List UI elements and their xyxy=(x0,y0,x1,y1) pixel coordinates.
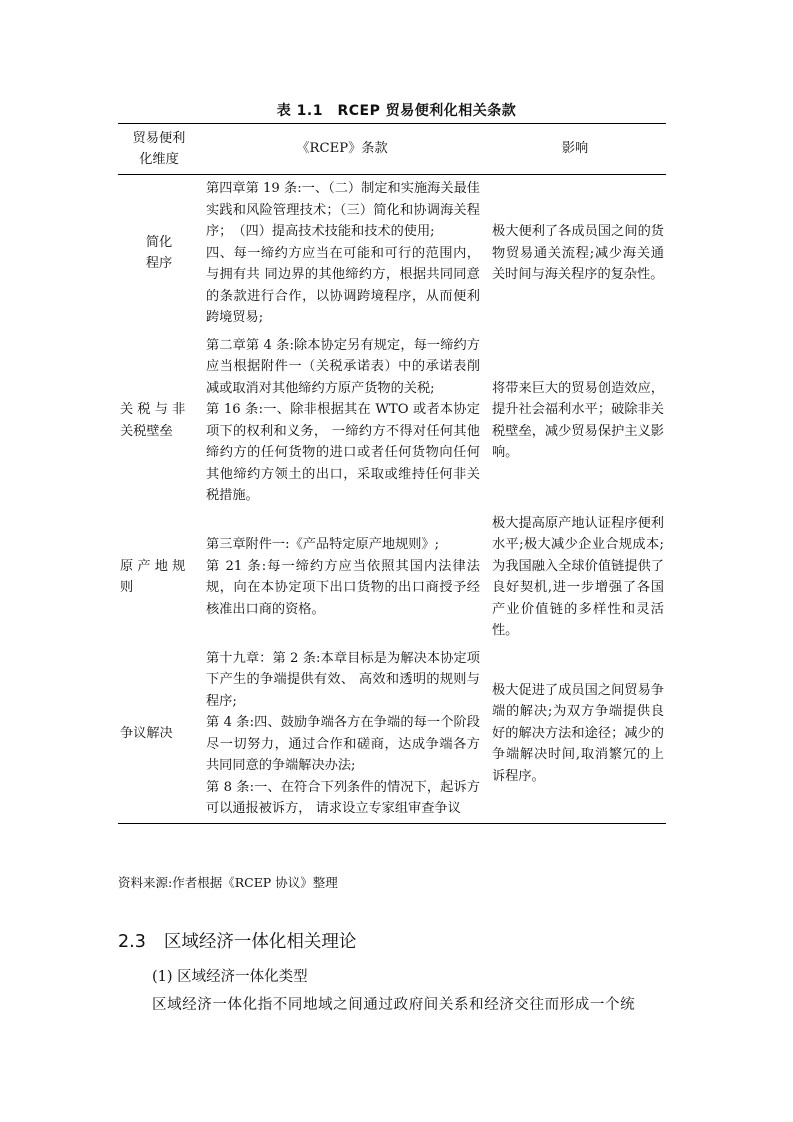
row-clause: 第三章附件一:《产品特定原产地规则》; 第 21 条:每一缔约方应当依照其国内法律法规，向在本协定项下出口货物的出口商授予经核准出口商的资格。 xyxy=(206,537,480,617)
table-row xyxy=(118,645,666,824)
header-impact: 影响 xyxy=(561,141,589,157)
section-title: 区域经济一体化相关理论 xyxy=(163,932,357,952)
rcep-clauses-table xyxy=(118,123,666,824)
row-dimension: 简化 程序 xyxy=(145,234,173,272)
header-dimension: 贸易便利 化维度 xyxy=(132,130,186,167)
row-dimension: 关 税 与 非 关税壁垒 xyxy=(120,402,186,439)
section-heading xyxy=(118,928,356,953)
row-dimension: 原 产 地 规 则 xyxy=(120,558,186,595)
row-clause: 第四章第 19 条:一、（二）制定和实施海关最佳实践和风险管理技术；（三）简化和协调海关程序； （四）提高技术技能和技术的使用; 四、每一缔约方应当在可能和可行的范围内，与拥有共 同边界的其他缔约方，根据共同同意的条款进行合作，以协调跨境程序，从而便利跨境贸易; xyxy=(206,181,480,325)
table-row xyxy=(118,175,666,332)
table-row xyxy=(118,510,666,645)
body-paragraph: 区域经济一体化指不同地域之间通过政府间关系和经济交往而形成一个统 xyxy=(152,997,636,1013)
row-impact: 极大提高原产地认证程序便利水平;极大减少企业合规成本;为我国融入全球价值链提供了良好契机,进一步增强了各国产业价值链的多样性和灵活性。 xyxy=(492,515,664,638)
row-dimension: 争议解决 xyxy=(120,725,173,741)
row-impact: 极大促进了成员国之间贸易争端的解决;为双方争端提供良好的解决方法和途径；减少的争端解决时间,取消繁冗的上诉程序。 xyxy=(492,682,664,784)
table-caption: 表 1.1 RCEP 贸易便利化相关条款 xyxy=(276,103,517,119)
table-source-note: 资料来源:作者根据《RCEP 协议》整理 xyxy=(118,875,338,890)
header-clause: 《RCEP》条款 xyxy=(296,141,388,157)
section-number: 2.3 xyxy=(118,932,146,952)
row-clause: 第二章第 4 条:除本协定另有规定，每一缔约方应当根据附件一（关税承诺表）中的承诺表削减或取消对其他缔约方原产货物的关税; 第 16 条:一、除非根据其在 WTO 或者本协定项下的权利和义务， 一缔约方不得对任何其他缔约方的任何货物的进口或者任何货物向任何其他缔约方领土的出口，采取或维持任何非关 税措施。 xyxy=(206,337,480,503)
row-impact: 将带来巨大的贸易创造效应，提升社会福利水平；破除非关税壁垒，减少贸易保护主义影响。 xyxy=(492,380,664,460)
subheading: (1) 区域经济一体化类型 xyxy=(152,969,308,985)
row-impact: 极大便利了各成员国之间的货物贸易通关流程;减少海关通关时间与海关程序的复杂性。 xyxy=(492,224,664,282)
row-clause: 第十九章：第 2 条:本章目标是为解决本协定项下产生的争端提供有效、 高效和透明的规则与程序; 第 4 条:四、鼓励争端各方在争端的每一个阶段尽一切努力，通过合作和磋商，达成争端各方共同同意的争端解决办法; 第 8 条:一、在符合下列条件的情况下，起诉方可以通报被诉方， 请求设立专家组审查争议 xyxy=(206,650,480,816)
table-header-row xyxy=(118,124,666,175)
table-row xyxy=(118,332,666,510)
